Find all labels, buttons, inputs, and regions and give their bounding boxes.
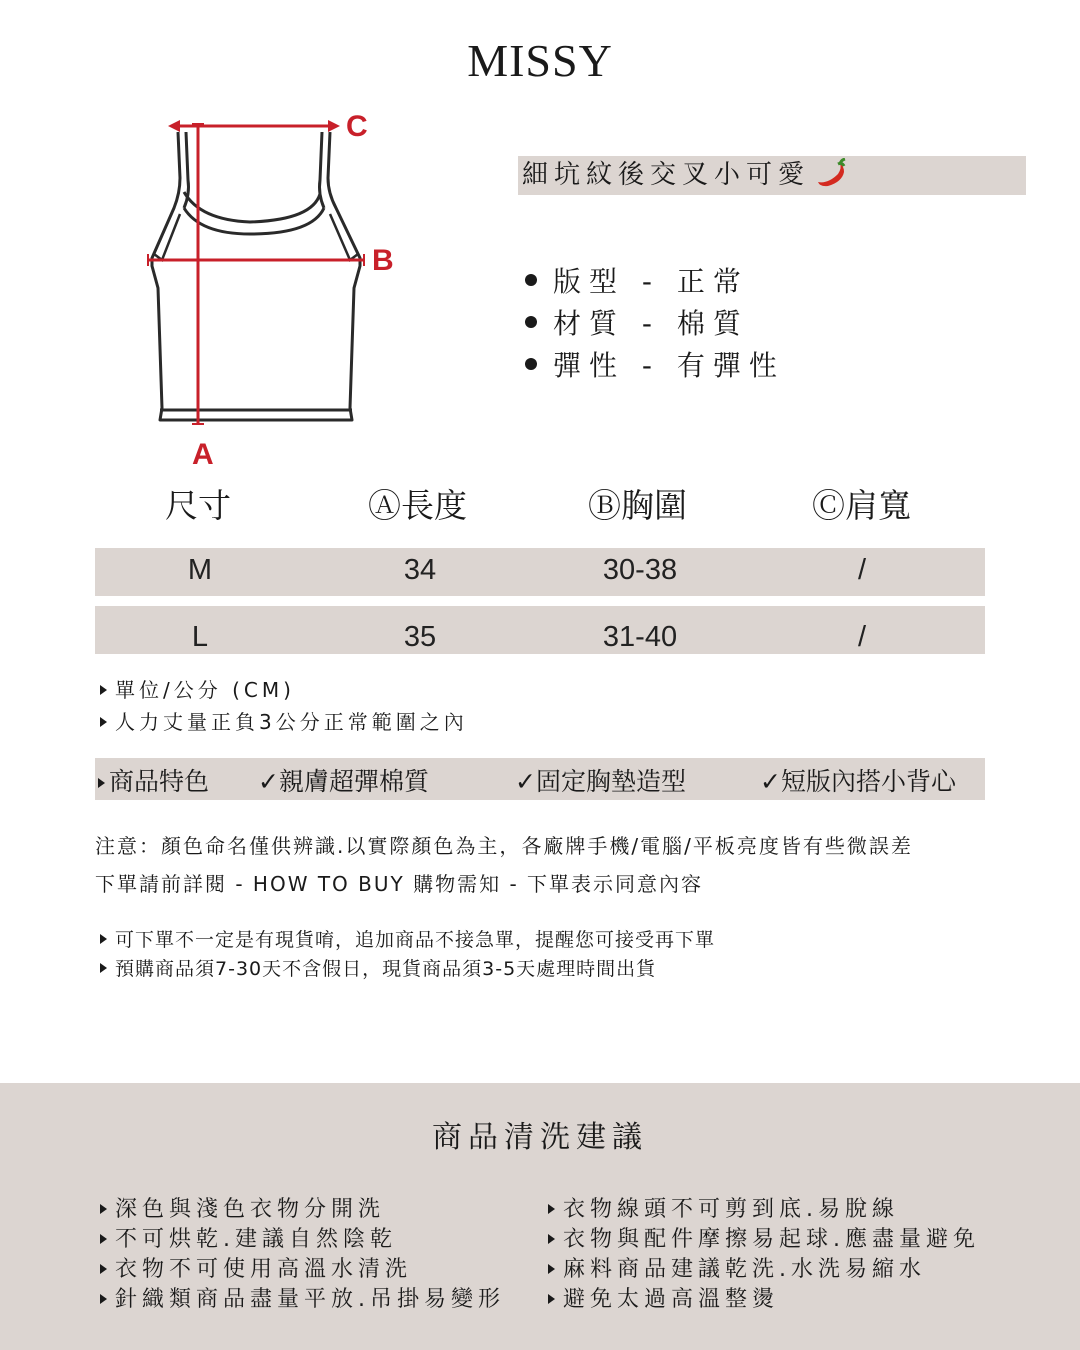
size-note: 人力丈量正負3公分正常範圍之內 [100,706,468,735]
triangle-bullet-icon [100,1294,107,1304]
table-cell: / [857,621,867,653]
order-warning: 下單請前詳閱 - HOW TO BUY 購物需知 - 下單表示同意內容 [95,872,704,896]
product-title-box [518,156,1026,195]
brand-logo: MISSY [467,35,613,86]
label-b: B [372,244,394,277]
care-item: 衣物與配件摩擦易起球.應盡量避免 [548,1222,980,1253]
header-length: Ⓐ長度 [368,487,467,524]
tank-top-outline-icon [140,108,420,478]
table-cell: 31-40 [602,621,678,653]
triangle-bullet-icon [98,778,105,788]
triangle-bullet-icon [100,934,107,944]
table-cell: 34 [403,554,437,586]
color-warning: 注意：顏色命名僅供辨識.以實際顏色為主，各廠牌手機/電腦/平板亮度皆有些微誤差 [95,834,913,858]
garment-measurement-diagram [140,108,420,478]
table-cell: / [857,554,867,586]
spec-item: 材質 - 棉質 [525,302,749,342]
care-item: 不可烘乾.建議自然陰乾 [100,1222,397,1253]
triangle-bullet-icon [548,1294,555,1304]
feature-item: ✓親膚超彈棉質 [258,767,429,796]
header-size: 尺寸 [165,487,231,524]
care-item: 深色與淺色衣物分開洗 [100,1192,385,1223]
table-cell: 30-38 [602,554,678,586]
table-cell: M [187,554,213,586]
label-a: A [192,438,214,471]
triangle-bullet-icon [100,717,107,727]
label-c: C [346,110,368,143]
order-note: 預購商品須7-30天不含假日，現貨商品須3-5天處理時間出貨 [100,954,656,981]
triangle-bullet-icon [548,1204,555,1214]
care-item: 衣物不可使用高溫水清洗 [100,1252,412,1283]
care-item: 麻料商品建議乾洗.水洗易縮水 [548,1252,926,1283]
care-item: 避免太過高溫整燙 [548,1282,779,1313]
triangle-bullet-icon [100,1234,107,1244]
order-note: 可下單不一定是有現貨唷，追加商品不接急單，提醒您可接受再下單 [100,925,715,952]
header-shoulder: Ⓒ肩寬 [812,487,911,524]
chili-pepper-icon [814,158,848,200]
feature-item: ✓短版內搭小背心 [760,767,956,796]
triangle-bullet-icon [100,1204,107,1214]
spec-item: 版型 - 正常 [525,260,749,300]
table-cell: 35 [403,621,437,653]
triangle-bullet-icon [100,1264,107,1274]
triangle-bullet-icon [548,1264,555,1274]
care-item: 針織類商品盡量平放.吊掛易變形 [100,1282,505,1313]
triangle-bullet-icon [100,963,107,973]
product-title: 細坑紋後交叉小可愛 [522,160,811,190]
care-item: 衣物線頭不可剪到底.易脫線 [548,1192,899,1223]
feature-item: ✓固定胸墊造型 [515,767,686,796]
triangle-bullet-icon [548,1234,555,1244]
features-label: 商品特色 [98,762,209,798]
spec-item: 彈性 - 有彈性 [525,344,785,384]
triangle-bullet-icon [100,685,107,695]
table-cell: L [191,621,209,653]
size-note: 單位/公分 (CM) [100,674,295,703]
header-chest: Ⓑ胸圍 [588,487,687,524]
care-title: 商品清洗建議 [432,1120,648,1155]
